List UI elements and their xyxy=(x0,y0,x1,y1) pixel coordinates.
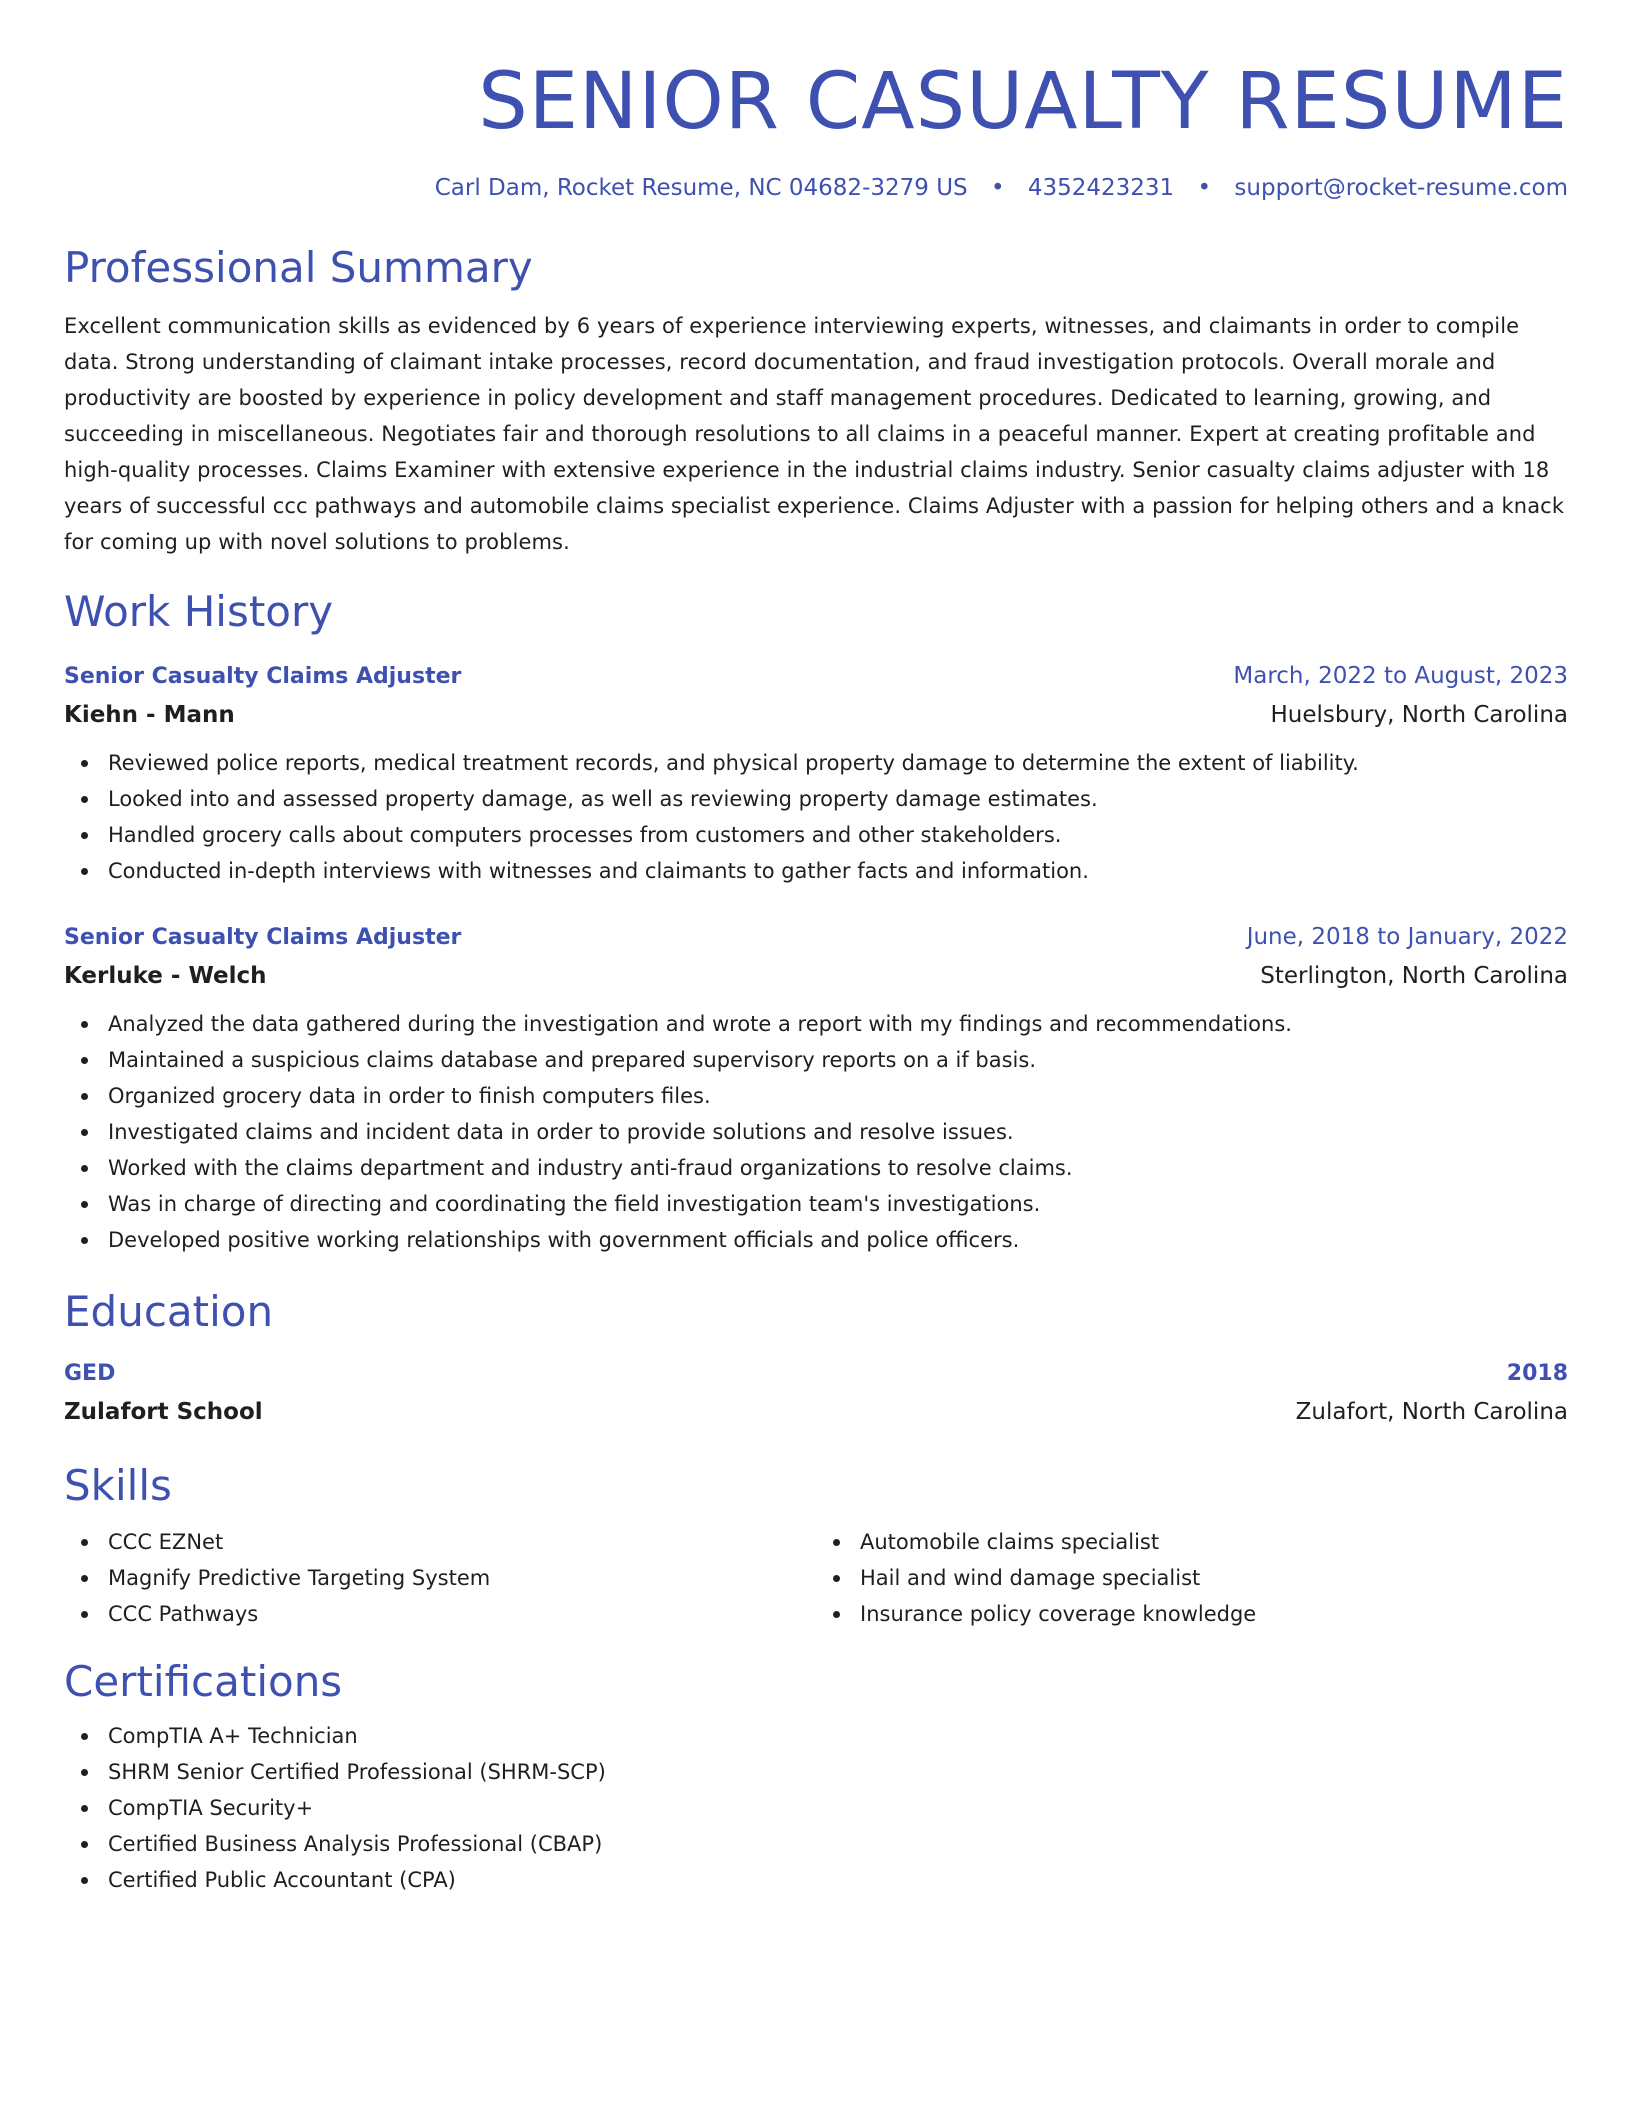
education-school: Zulafort School xyxy=(64,1399,263,1425)
job-employer: Kerluke - Welch xyxy=(64,963,267,989)
job-duties-list xyxy=(64,1006,1568,1258)
skills-columns xyxy=(64,1524,1568,1632)
job-employer-row xyxy=(64,956,1568,996)
list-item: Investigated claims and incident data in order to provide solutions and resolve issues. xyxy=(64,1114,1568,1150)
education-location: Zulafort, North Carolina xyxy=(1295,1399,1568,1425)
work-history-heading: Work History xyxy=(64,587,334,636)
certifications-heading: Certifications xyxy=(64,1657,343,1706)
job-location: Sterlington, North Carolina xyxy=(1260,963,1568,989)
education-year: 2018 xyxy=(1506,1361,1568,1386)
list-item: CompTIA Security+ xyxy=(64,1790,1568,1826)
job-location: Huelsbury, North Carolina xyxy=(1270,702,1568,728)
job-dates: June, 2018 to January, 2022 xyxy=(1246,924,1568,950)
contact-separator: • xyxy=(990,175,1005,201)
list-item: Developed positive working relationships with government officials and police officers. xyxy=(64,1222,1568,1258)
education-degree: GED xyxy=(64,1361,116,1386)
job-dates: March, 2022 to August, 2023 xyxy=(1233,663,1568,689)
job-header-row xyxy=(64,658,1568,695)
list-item: CCC Pathways xyxy=(64,1596,816,1632)
list-item: Insurance policy coverage knowledge xyxy=(816,1596,1568,1632)
summary-heading: Professional Summary xyxy=(64,243,533,292)
job-entry xyxy=(64,919,1568,1258)
resume-title: SENIOR CASUALTY RESUME xyxy=(478,57,1568,147)
list-item: Magnify Predictive Targeting System xyxy=(64,1560,816,1596)
contact-phone: 4352423231 xyxy=(1027,175,1175,201)
list-item: SHRM Senior Certified Professional (SHRM-SCP) xyxy=(64,1754,1568,1790)
list-item: Reviewed police reports, medical treatment records, and physical property damage to determine the extent of liability. xyxy=(64,745,1568,781)
list-item: Handled grocery calls about computers processes from customers and other stakeholders. xyxy=(64,817,1568,853)
skills-list-left xyxy=(64,1524,816,1632)
contact-address: Carl Dam, Rocket Resume, NC 04682-3279 US xyxy=(434,175,968,201)
skills-heading: Skills xyxy=(64,1461,172,1510)
list-item: Organized grocery data in order to finish computers files. xyxy=(64,1078,1568,1114)
contact-email: support@rocket-resume.com xyxy=(1234,175,1568,201)
education-header-row xyxy=(64,1356,1568,1392)
list-item: Certified Public Accountant (CPA) xyxy=(64,1862,1568,1898)
list-item: Hail and wind damage specialist xyxy=(816,1560,1568,1596)
list-item: Conducted in-depth interviews with witnesses and claimants to gather facts and information. xyxy=(64,853,1568,889)
contact-line xyxy=(64,172,1568,204)
list-item: CompTIA A+ Technician xyxy=(64,1718,1568,1754)
list-item: Looked into and assessed property damage, as well as reviewing property damage estimates. xyxy=(64,781,1568,817)
list-item: CCC EZNet xyxy=(64,1524,816,1560)
summary-text: Excellent communication skills as evidenced by 6 years of experience interviewing experts, witnesses, and claimants in order to compile data. Strong understanding of claimant intake processes, record documentation, and fraud investigation protocols. Overall morale and productivity are boosted by experience in policy development and staff management procedures. Dedicated to learning, growing, and succeeding in miscellaneous. Negotiates fair and thorough resolutions to all claims in a peaceful manner. Expert at creating profitable and high-quality processes. Claims Examiner with extensive experience in the industrial claims industry. Senior casualty claims adjuster with 18 years of successful ccc pathways and automobile claims specialist experience. Claims Adjuster with a passion for helping others and a knack for coming up with novel solutions to problems. xyxy=(64,314,1565,554)
list-item: Worked with the claims department and industry anti-fraud organizations to resolve claims. xyxy=(64,1150,1568,1186)
skills-list-right xyxy=(816,1524,1568,1632)
list-item: Was in charge of directing and coordinating the field investigation team's investigations. xyxy=(64,1186,1568,1222)
list-item: Maintained a suspicious claims database and prepared supervisory reports on a if basis. xyxy=(64,1042,1568,1078)
job-employer-row xyxy=(64,695,1568,735)
certifications-list xyxy=(64,1718,1568,1898)
job-title: Senior Casualty Claims Adjuster xyxy=(64,925,462,950)
job-duties-list xyxy=(64,745,1568,889)
job-entry xyxy=(64,658,1568,889)
list-item: Certified Business Analysis Professional (CBAP) xyxy=(64,1826,1568,1862)
list-item: Analyzed the data gathered during the investigation and wrote a report with my findings and recommendations. xyxy=(64,1006,1568,1042)
job-header-row xyxy=(64,919,1568,956)
job-title: Senior Casualty Claims Adjuster xyxy=(64,664,462,689)
education-heading: Education xyxy=(64,1287,274,1336)
job-employer: Kiehn - Mann xyxy=(64,702,235,728)
list-item: Automobile claims specialist xyxy=(816,1524,1568,1560)
education-school-row xyxy=(64,1392,1568,1432)
education-entry xyxy=(64,1356,1568,1432)
contact-separator: • xyxy=(1197,175,1212,201)
